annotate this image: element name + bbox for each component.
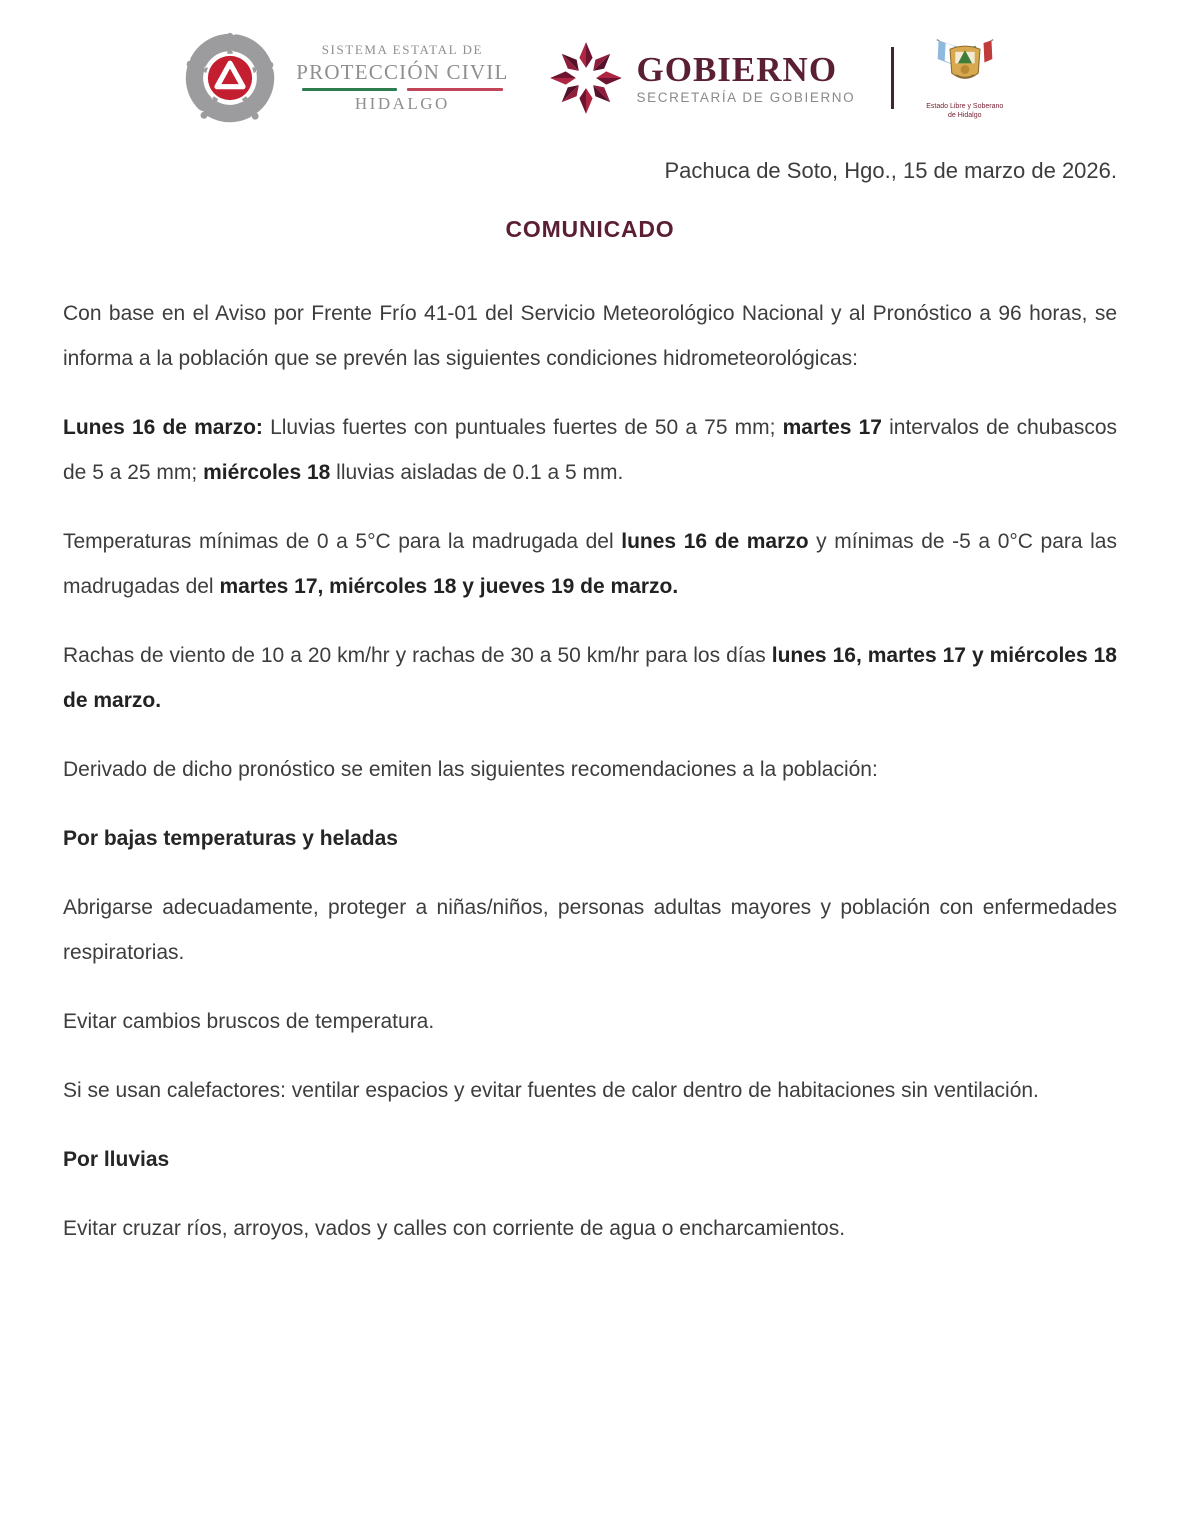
paragraph-dress-warm: [63, 885, 1117, 975]
text-run: Evitar cruzar ríos, arroyos, vados y calles con corriente de agua o encharcamientos.: [63, 1217, 846, 1240]
proteccion-civil-emblem-icon: [174, 26, 286, 130]
text-run-bold: Lunes 16 de marzo:: [63, 416, 263, 439]
text-run: Derivado de dicho pronóstico se emiten las siguientes recomendaciones a la población:: [63, 758, 878, 781]
header: [0, 0, 1180, 132]
paragraph-temperatures: [63, 519, 1117, 609]
gobierno-logo: [547, 35, 856, 121]
text-run-bold: martes 17, miércoles 18 y jueves 19 de marzo.: [219, 575, 679, 598]
subheading-rain: Por lluvias: [63, 1148, 170, 1171]
text-run: intervalos de chubascos de 5 a 25 mm;: [63, 416, 1117, 484]
text-run: Rachas de viento de 10 a 20 km/hr y rachas de 30 a 50 km/hr para los días: [63, 644, 772, 667]
text-run: Temperaturas mínimas de 0 a 5°C para la madrugada del: [63, 530, 622, 553]
subheading-cold: Por bajas temperaturas y heladas: [63, 827, 398, 850]
flag-divider-red: [407, 88, 502, 91]
text-run: Si se usan calefactores: ventilar espacios y evitar fuentes de calor dentro de habitaciones sin ventilación.: [63, 1079, 1039, 1102]
pc-line-proteccion: PROTECCIÓN CIVIL: [296, 59, 509, 84]
text-run: y mínimas de -5 a 0°C para las madrugadas del: [63, 530, 1117, 598]
gobierno-star-icon: [547, 35, 625, 121]
text-run-bold: martes 17: [782, 416, 882, 439]
gobierno-title: GOBIERNO: [636, 49, 838, 89]
header-divider: [891, 47, 894, 109]
coat-caption-line1: Estado Libre y Soberano: [926, 102, 1004, 110]
pc-line-sistema: SISTEMA ESTATAL DE: [321, 41, 484, 57]
coat-caption-line2: de Hidalgo: [948, 112, 982, 119]
paragraph-temperature-changes: [63, 999, 1117, 1044]
text-run-bold: lunes 16, martes 17 y miércoles 18 de marzo.: [63, 644, 1117, 712]
pc-line-hidalgo: HIDALGO: [354, 93, 450, 113]
flag-divider-green: [302, 88, 397, 91]
paragraph-heaters: [63, 1068, 1117, 1113]
paragraph-recommendations-intro: [63, 747, 1117, 792]
hidalgo-shield-icon: [924, 36, 1006, 96]
text-run-bold: lunes 16 de marzo: [621, 530, 809, 553]
document-body: [63, 291, 1117, 1251]
proteccion-civil-wordmark: [296, 43, 508, 114]
paragraph-rain-forecast: [63, 405, 1117, 495]
document-title: COMUNICADO: [505, 216, 675, 242]
flag-divider: [302, 88, 502, 91]
text-run: Abrigarse adecuadamente, proteger a niñas/niños, personas adultas mayores y población con enfermedades respiratorias.: [63, 896, 1117, 964]
text-run: Evitar cambios bruscos de temperatura.: [63, 1010, 435, 1033]
paragraph-avoid-crossing: [63, 1206, 1117, 1251]
proteccion-civil-logo: [174, 26, 508, 130]
gobierno-wordmark: [636, 49, 856, 105]
text-run-bold: miércoles 18: [203, 461, 331, 484]
dateline: Pachuca de Soto, Hgo., 15 de marzo de 2026.: [664, 158, 1117, 183]
gobierno-subtitle: SECRETARÍA DE GOBIERNO: [636, 89, 856, 105]
paragraph-intro: [63, 291, 1117, 381]
text-run: Lluvias fuertes con puntuales fuertes de 50 a 75 mm;: [262, 416, 783, 439]
hidalgo-coat-of-arms: [924, 36, 1006, 120]
text-run: Con base en el Aviso por Frente Frío 41-01 del Servicio Meteorológico Nacional y al Pronóstico a 96 horas, se informa a la población que se prevén las siguientes condiciones hidrometeorológicas:: [63, 302, 1117, 370]
paragraph-wind: [63, 633, 1117, 723]
text-run: lluvias aisladas de 0.1 a 5 mm.: [330, 461, 624, 484]
coat-caption: [924, 102, 1006, 120]
